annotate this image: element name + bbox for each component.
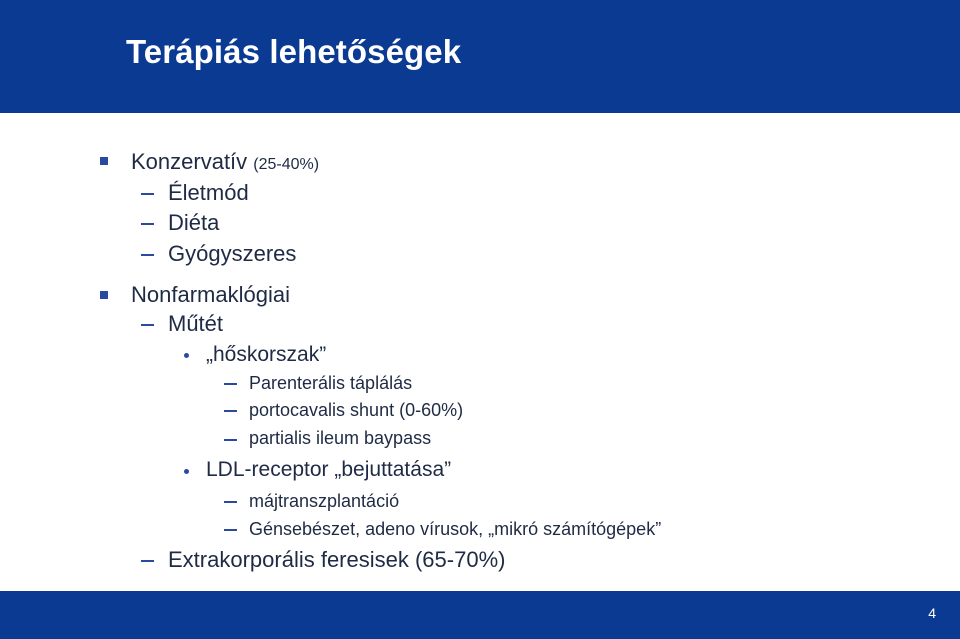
outline-item: Diéta: [168, 210, 220, 235]
outline-item: Génsebészet, adeno vírusok, „mikró számítógépek”: [249, 519, 662, 539]
dot-bullet-icon: [184, 469, 189, 474]
dash-bullet-icon: [141, 193, 154, 195]
dash-bullet-icon: [224, 529, 237, 531]
outline-item: májtranszplantáció: [249, 491, 400, 511]
slide-title: Terápiás lehetőségek: [126, 33, 462, 70]
footer-band: [0, 591, 960, 639]
outline-item: [131, 149, 319, 175]
dash-bullet-icon: [141, 560, 154, 562]
dash-bullet-icon: [141, 223, 154, 225]
dash-bullet-icon: [224, 383, 237, 385]
dash-bullet-icon: [141, 254, 154, 256]
dash-bullet-icon: [224, 501, 237, 503]
outline-item: Életmód: [168, 180, 249, 205]
outline-item: partialis ileum baypass: [249, 428, 432, 448]
outline-item: Nonfarmaklógiai: [131, 282, 290, 307]
outline-item: Extrakorporális feresisek (65-70%): [168, 547, 506, 572]
dash-bullet-icon: [224, 410, 237, 412]
square-bullet-icon: [100, 291, 108, 299]
percentage-note: (25-40%): [253, 156, 320, 173]
outline-item: portocavalis shunt (0-60%): [249, 400, 464, 420]
slide-number: 4: [928, 605, 936, 621]
outline-item: LDL-receptor „bejuttatása”: [206, 458, 452, 481]
outline-item-text: Konzervatív: [131, 149, 248, 174]
outline-item: Parenterális táplálás: [249, 373, 413, 393]
dash-bullet-icon: [141, 324, 154, 326]
dash-bullet-icon: [224, 439, 237, 441]
outline-item: Gyógyszeres: [168, 241, 297, 266]
outline-item: „hőskorszak”: [206, 343, 327, 366]
square-bullet-icon: [100, 157, 108, 165]
dot-bullet-icon: [184, 353, 189, 358]
outline-item: Műtét: [168, 311, 224, 336]
